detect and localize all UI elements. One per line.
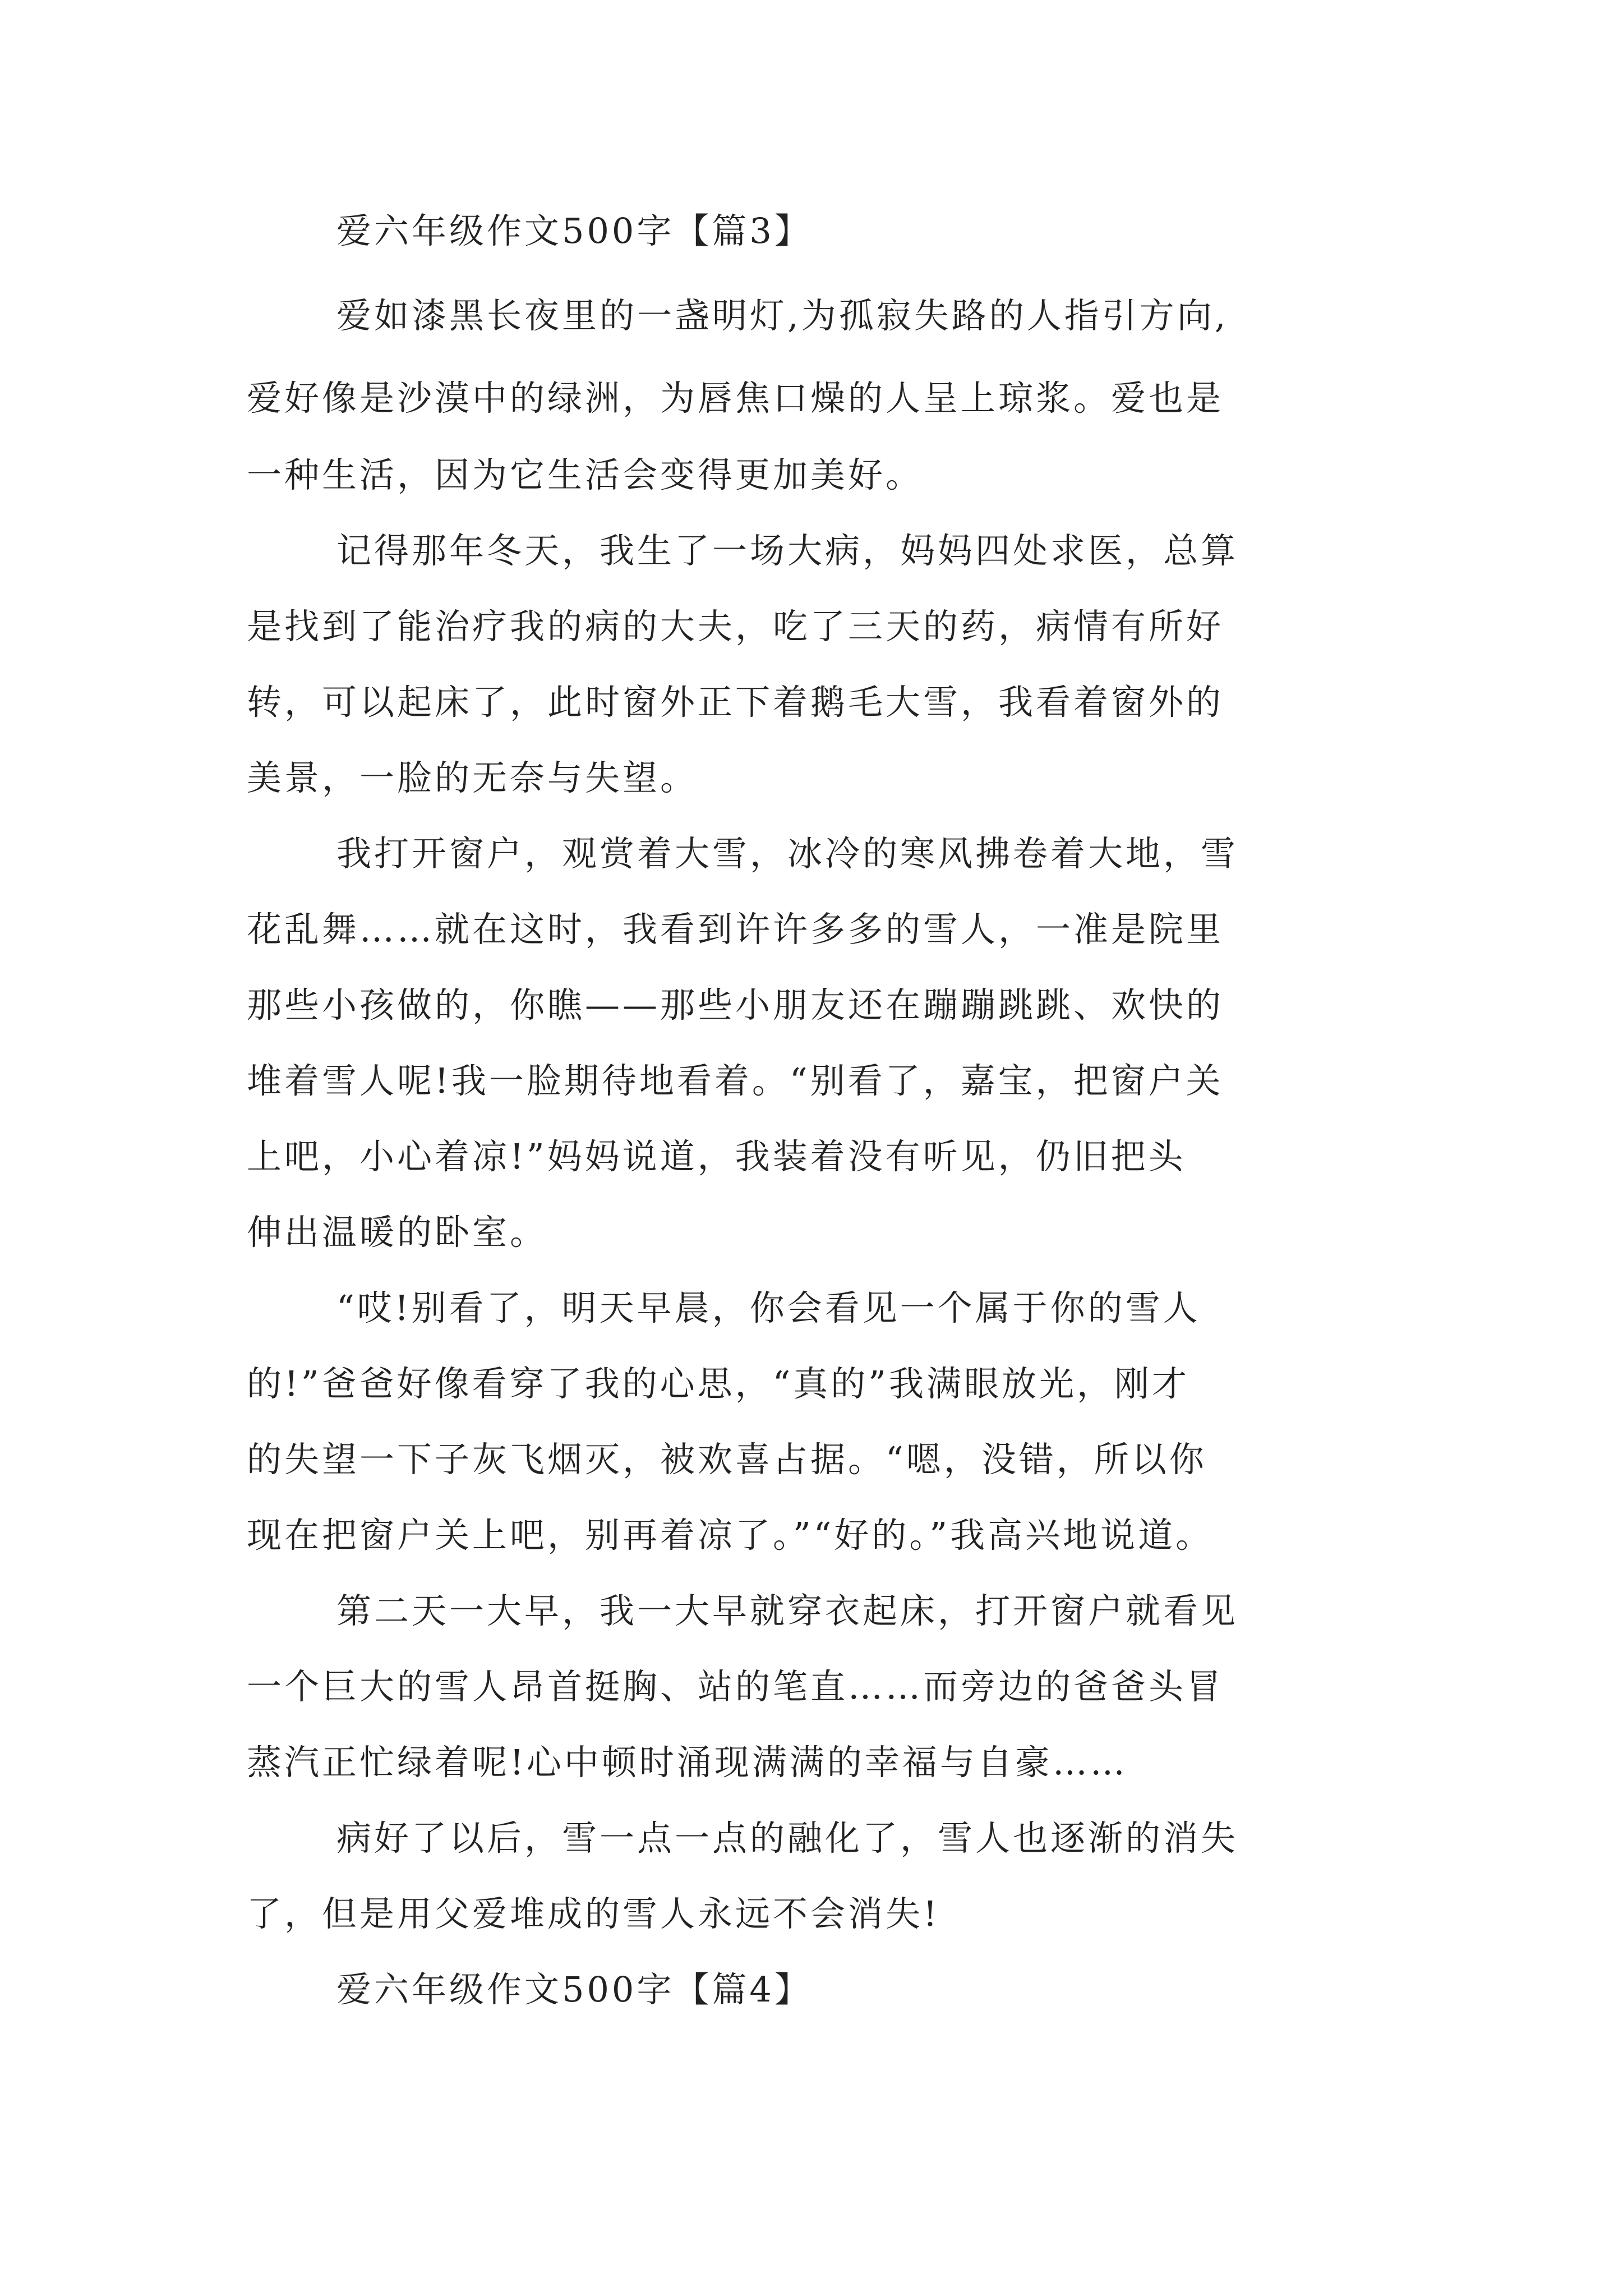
paragraph-2-line-2: 是找到了能治疗我的病的大夫，吃了三天的药，病情有所好 — [247, 606, 1224, 647]
paragraph-4-line-1: “哎!别看了，明天早晨，你会看见一个属于你的雪人 — [336, 1287, 1201, 1328]
section-heading-3: 爱六年级作文500字【篇3】 — [336, 210, 812, 251]
paragraph-3-line-4: 堆着雪人呢!我一脸期待地看着。“别看了，嘉宝，把窗户关 — [247, 1060, 1224, 1101]
paragraph-4-line-3: 的失望一下子灰飞烟灭，被欢喜占据。“嗯，没错，所以你 — [247, 1439, 1207, 1480]
paragraph-3-line-3: 那些小孩做的，你瞧——那些小朋友还在蹦蹦跳跳、欢快的 — [247, 984, 1224, 1025]
paragraph-5-line-1: 第二天一大早，我一大早就穿衣起床，打开窗户就看见 — [336, 1590, 1239, 1631]
paragraph-1-line-1: 爱如漆黑长夜里的一盏明灯,为孤寂失路的人指引方向, — [336, 295, 1229, 336]
paragraph-2-line-3: 转，可以起床了，此时窗外正下着鹅毛大雪，我看着窗外的 — [247, 682, 1224, 723]
paragraph-5-line-3: 蒸汽正忙绿着呢!心中顿时涌现满满的幸福与自豪…… — [247, 1742, 1128, 1783]
paragraph-3-line-2: 花乱舞……就在这时，我看到许许多多的雪人，一准是院里 — [247, 909, 1224, 950]
paragraph-3-line-6: 伸出温暖的卧室。 — [247, 1212, 548, 1253]
section-heading-4: 爱六年级作文500字【篇4】 — [336, 1969, 812, 2010]
paragraph-2-line-1: 记得那年冬天，我生了一场大病，妈妈四处求医，总算 — [336, 530, 1239, 571]
paragraph-1-line-2: 爱好像是沙漠中的绿洲，为唇焦口燥的人呈上琼浆。爱也是 — [247, 378, 1224, 418]
paragraph-3-line-5: 上吧，小心着凉!”妈妈说道，我装着没有听见，仍旧把头 — [247, 1136, 1186, 1177]
paragraph-6-line-1: 病好了以后，雪一点一点的融化了，雪人也逐渐的消失 — [336, 1818, 1239, 1858]
paragraph-6-line-2: 了，但是用父爱堆成的雪人永远不会消失! — [247, 1893, 940, 1934]
paragraph-1-line-3: 一种生活，因为它生活会变得更加美好。 — [247, 454, 924, 495]
paragraph-3-line-1: 我打开窗户，观赏着大雪，冰冷的寒风拂卷着大地，雪 — [336, 833, 1239, 874]
paragraph-4-line-4: 现在把窗户关上吧，别再着凉了。”“好的。”我高兴地说道。 — [247, 1515, 1214, 1556]
paragraph-2-line-4: 美景，一脸的无奈与失望。 — [247, 757, 698, 798]
paragraph-5-line-2: 一个巨大的雪人昂首挺胸、站的笔直……而旁边的爸爸头冒 — [247, 1666, 1224, 1707]
paragraph-4-line-2: 的!”爸爸好像看穿了我的心思，“真的”我满眼放光，刚才 — [247, 1363, 1190, 1404]
